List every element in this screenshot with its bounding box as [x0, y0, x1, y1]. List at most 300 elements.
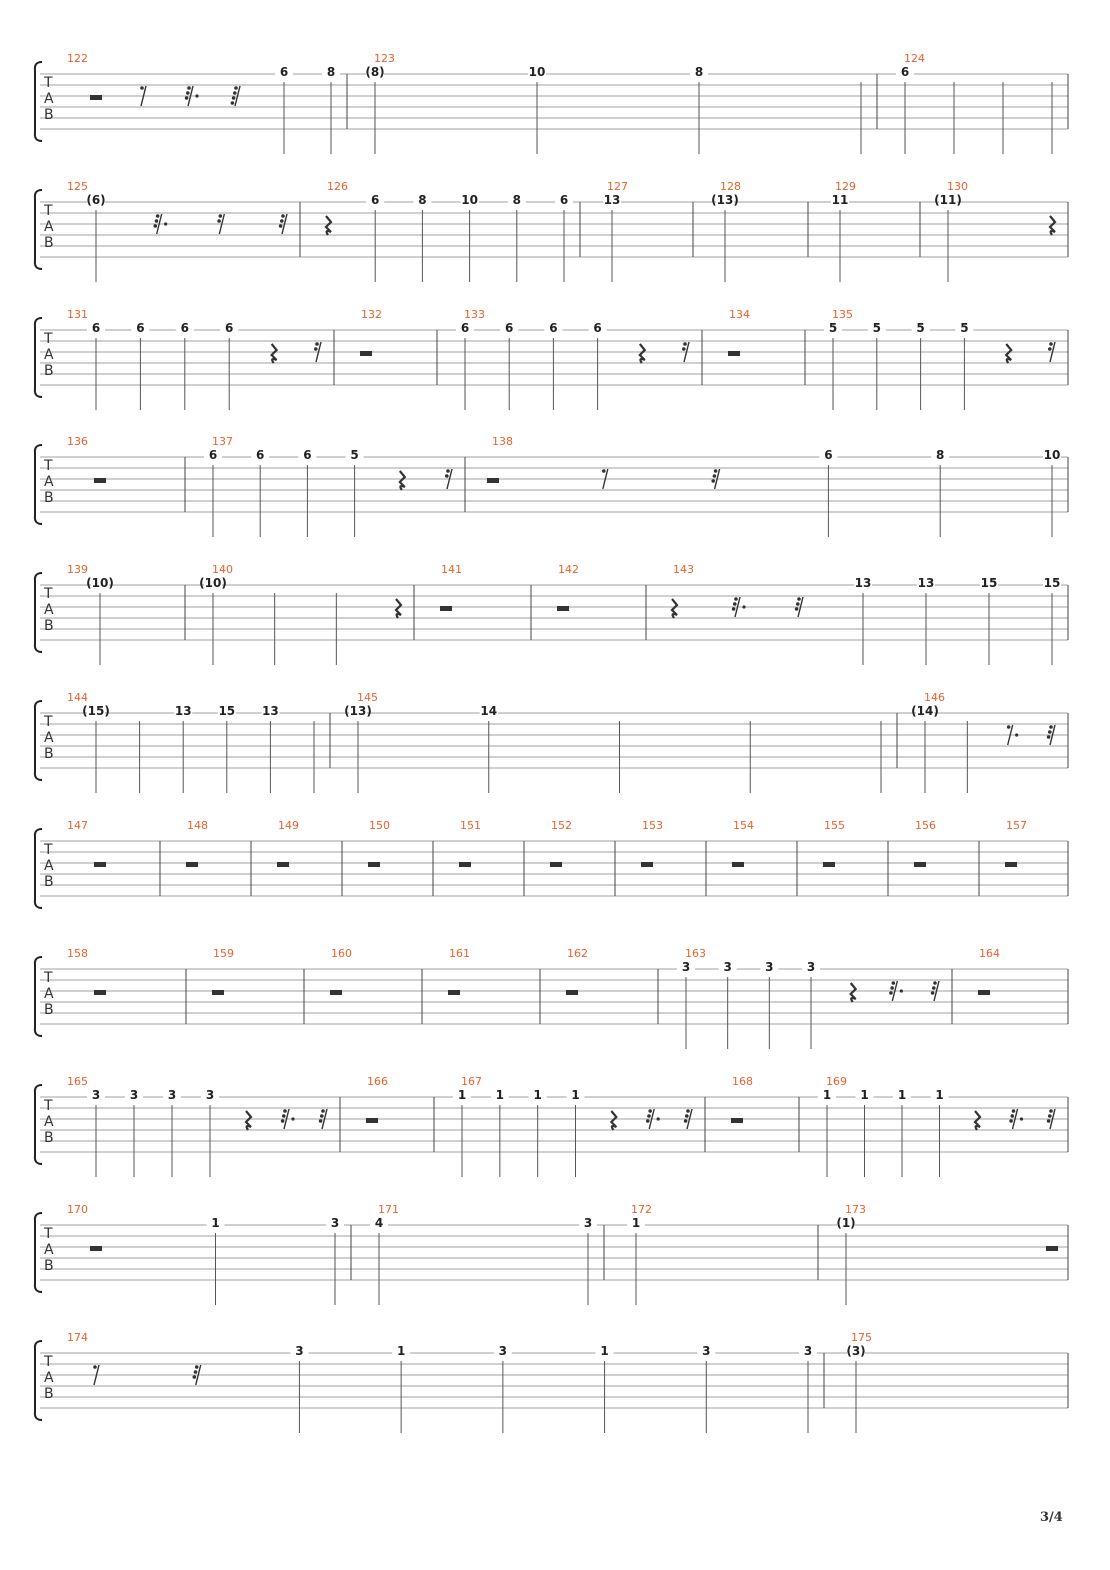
fret-number: (13) — [711, 193, 739, 207]
measure — [672, 563, 1061, 665]
measure — [732, 819, 754, 867]
measure — [831, 180, 856, 282]
measure — [896, 52, 1052, 154]
tab-note — [453, 1088, 471, 1177]
fret-number: 6 — [180, 321, 189, 335]
tab-clef-letter: T — [44, 586, 53, 602]
fret-number: 3 — [765, 960, 774, 974]
half-rest — [550, 862, 562, 867]
tab-note — [846, 1344, 865, 1433]
fret-number: 1 — [822, 1088, 832, 1102]
tab-clef-letter: A — [44, 474, 54, 490]
measure-number: 142 — [558, 563, 579, 576]
measure — [368, 819, 390, 867]
tab-note — [719, 960, 737, 1049]
half-rest — [94, 990, 106, 995]
tab-clef-letter: A — [44, 602, 54, 618]
fret-number: 5 — [828, 321, 838, 335]
tab-clef-letter: B — [44, 363, 54, 379]
tab-note — [86, 576, 114, 665]
tab-note — [760, 960, 778, 1049]
fret-number: 6 — [371, 193, 380, 207]
half-rest — [566, 990, 578, 995]
fret-number: 5 — [872, 321, 881, 335]
measure-number: 171 — [378, 1203, 399, 1216]
tab-note — [911, 704, 939, 793]
tab-clef-letter: A — [44, 1370, 54, 1386]
measure — [448, 947, 470, 995]
fret-number: 6 — [136, 321, 145, 335]
measure — [204, 435, 452, 537]
fret-number: (3) — [846, 1344, 866, 1358]
tab-note — [555, 193, 573, 282]
measure — [67, 52, 340, 154]
measure — [67, 308, 321, 410]
tab-clef-letter: B — [44, 490, 54, 506]
tab-note — [831, 193, 849, 282]
fret-number: 4 — [374, 1216, 384, 1230]
tab-note — [218, 704, 236, 793]
tab-note — [579, 1216, 597, 1305]
measure-number: 160 — [331, 947, 352, 960]
tab-note — [802, 960, 820, 1049]
measure-number: 144 — [67, 691, 88, 704]
tab-system — [35, 1203, 1068, 1305]
fret-number: 14 — [480, 704, 498, 718]
fret-number: 6 — [279, 65, 289, 79]
fret-number: 3 — [205, 1088, 215, 1102]
fret-number: (10) — [199, 576, 227, 590]
half-rest — [186, 862, 198, 867]
tab-note — [370, 1216, 388, 1305]
measure-number: 146 — [924, 691, 945, 704]
measure-number: 141 — [441, 563, 462, 576]
tab-note — [697, 1344, 715, 1433]
measure — [344, 691, 881, 793]
quarter-rest — [272, 344, 277, 363]
tab-note — [87, 321, 105, 410]
tab-clef-letter: T — [44, 842, 53, 858]
measure — [67, 1075, 327, 1177]
quarter-rest — [975, 1111, 980, 1130]
measure-number: 127 — [607, 180, 628, 193]
measure-number: 134 — [729, 308, 750, 321]
fret-number: 13 — [262, 704, 279, 718]
fret-number: 3 — [167, 1088, 177, 1102]
measure — [365, 52, 861, 154]
measure — [728, 308, 750, 356]
half-rest — [487, 478, 499, 483]
tab-note — [980, 576, 998, 665]
tab-note — [82, 704, 110, 793]
measure — [731, 1075, 753, 1123]
tab-note — [344, 704, 372, 793]
measure-number: 154 — [733, 819, 754, 832]
fret-number: 3 — [702, 1344, 711, 1358]
tab-system — [35, 563, 1068, 665]
fret-number: 3 — [91, 1088, 101, 1102]
measure-number: 140 — [212, 563, 233, 576]
measure — [603, 180, 628, 282]
fret-number: 1 — [600, 1344, 609, 1358]
tab-note — [500, 321, 518, 410]
tab-note — [836, 1216, 855, 1305]
fret-number: (13) — [344, 704, 372, 718]
measure-number: 163 — [685, 947, 706, 960]
fret-number: 13 — [174, 704, 192, 718]
tab-clef-letter: A — [44, 91, 54, 107]
fret-number: 6 — [303, 448, 312, 462]
fret-number: (14) — [911, 704, 939, 718]
measure — [911, 691, 1055, 793]
measure — [823, 819, 845, 867]
quarter-rest — [246, 1111, 251, 1130]
fret-number: 3 — [330, 1216, 340, 1230]
fret-number: 15 — [218, 704, 236, 718]
tab-note — [480, 704, 498, 793]
tab-note — [201, 1088, 219, 1177]
measure — [818, 1075, 1055, 1177]
measure-number: 147 — [67, 819, 88, 832]
quarter-rest — [1006, 344, 1011, 363]
fret-number: 13 — [917, 576, 935, 590]
tab-note — [326, 1216, 344, 1305]
measure-number: 143 — [673, 563, 694, 576]
fret-number: 8 — [694, 65, 704, 79]
tab-clef-letter: B — [44, 618, 54, 634]
measure — [836, 1203, 1058, 1305]
measure — [67, 947, 106, 995]
tab-clef-letter: T — [44, 1226, 53, 1242]
quarter-rest — [611, 1111, 616, 1130]
tab-system — [35, 308, 1068, 410]
tab-clef-letter: B — [44, 1130, 54, 1146]
measure-number: 165 — [67, 1075, 88, 1088]
half-rest — [440, 606, 452, 611]
tab-note — [912, 321, 930, 410]
tab-note — [868, 321, 886, 410]
fret-number: 10 — [1043, 448, 1061, 462]
fret-number: 3 — [723, 960, 732, 974]
measure-number: 132 — [361, 308, 382, 321]
measure-number: 122 — [67, 52, 88, 65]
measure — [67, 435, 106, 483]
fret-number: 1 — [860, 1088, 869, 1102]
measure-number: 173 — [845, 1203, 866, 1216]
tab-clef-letter: A — [44, 858, 54, 874]
half-rest — [823, 862, 835, 867]
tab-note — [365, 65, 384, 154]
tab-clef-letter: A — [44, 1242, 54, 1258]
tab-note — [174, 704, 192, 793]
tab-note — [690, 65, 708, 154]
tab-note — [366, 193, 384, 282]
half-rest — [1005, 862, 1017, 867]
quarter-rest — [326, 216, 331, 235]
measure — [677, 947, 939, 1049]
tab-system — [35, 1075, 1068, 1177]
tab-note — [494, 1344, 512, 1433]
measure — [360, 308, 382, 356]
measure — [641, 819, 663, 867]
fret-number: (6) — [86, 193, 106, 207]
tab-note — [290, 1344, 308, 1433]
half-rest — [212, 990, 224, 995]
tab-clef-letter: B — [44, 107, 54, 123]
tab-note — [955, 321, 973, 410]
measure — [453, 1075, 692, 1177]
fret-number: 3 — [129, 1088, 139, 1102]
half-rest — [978, 990, 990, 995]
quarter-rest — [400, 471, 405, 490]
fret-number: 1 — [495, 1088, 505, 1102]
fret-number: 11 — [831, 193, 849, 207]
fret-number: 3 — [498, 1344, 508, 1358]
fret-number: 1 — [211, 1216, 220, 1230]
measure — [1005, 819, 1027, 867]
fret-number: 6 — [824, 448, 833, 462]
tab-clef-letter: B — [44, 235, 54, 251]
fret-number: 1 — [457, 1088, 467, 1102]
tab-note — [529, 1088, 547, 1177]
measure — [212, 947, 234, 995]
tab-clef-letter: T — [44, 458, 53, 474]
half-rest — [1046, 1246, 1058, 1251]
tab-clef-letter: T — [44, 714, 53, 730]
tab-note — [544, 321, 562, 410]
measure-number: 150 — [369, 819, 390, 832]
measure — [199, 563, 401, 665]
measure-number: 172 — [631, 1203, 652, 1216]
measure-number: 159 — [213, 947, 234, 960]
tab-note — [589, 321, 607, 410]
tab-clef-letter: T — [44, 970, 53, 986]
half-rest — [94, 478, 106, 483]
fret-number: 3 — [806, 960, 816, 974]
measure-number: 128 — [720, 180, 741, 193]
measure — [330, 947, 352, 995]
measure-number: 133 — [464, 308, 485, 321]
fret-number: 13 — [603, 193, 621, 207]
tab-note — [896, 65, 914, 154]
tab-note — [298, 448, 316, 537]
measure-number: 136 — [67, 435, 88, 448]
measure — [934, 180, 1055, 282]
tab-clef-letter: B — [44, 1386, 54, 1402]
tab-system — [35, 52, 1068, 154]
measure-number: 125 — [67, 180, 88, 193]
measure-number: 149 — [278, 819, 299, 832]
half-rest — [732, 862, 744, 867]
tab-note — [204, 448, 222, 537]
fret-number: 5 — [960, 321, 969, 335]
measure — [326, 180, 573, 282]
measure — [824, 308, 1055, 410]
fret-number: 6 — [256, 448, 265, 462]
measure-number: 137 — [212, 435, 233, 448]
measure-number: 139 — [67, 563, 88, 576]
tab-note — [413, 193, 431, 282]
measure — [550, 819, 572, 867]
measure-number: 131 — [67, 308, 88, 321]
tab-note — [456, 321, 474, 410]
tab-note — [125, 1088, 143, 1177]
fret-number: 8 — [326, 65, 336, 79]
measure — [459, 819, 481, 867]
measure-number: 124 — [904, 52, 925, 65]
tab-clef-letter: T — [44, 1354, 53, 1370]
tab-note — [275, 65, 293, 154]
tab-note — [392, 1344, 410, 1433]
tab-clef-letter: B — [44, 1258, 54, 1274]
tab-clef-letter: A — [44, 219, 54, 235]
measure — [914, 819, 936, 867]
measure-number: 138 — [492, 435, 513, 448]
tab-note — [677, 960, 695, 1049]
measure — [67, 1331, 817, 1433]
tab-note — [917, 576, 935, 665]
half-rest — [914, 862, 926, 867]
measure — [366, 1075, 388, 1123]
half-rest — [731, 1118, 743, 1123]
tab-note — [261, 704, 279, 793]
tab-clef-letter: T — [44, 1098, 53, 1114]
tab-note — [1043, 576, 1061, 665]
half-rest — [94, 862, 106, 867]
tab-note — [131, 321, 149, 410]
tab-clef-letter: A — [44, 347, 54, 363]
measure-number: 155 — [824, 819, 845, 832]
measure — [846, 1331, 872, 1433]
tab-note — [1043, 448, 1061, 537]
fret-number: 1 — [897, 1088, 907, 1102]
fret-number: 1 — [571, 1088, 580, 1102]
measure-number: 135 — [832, 308, 853, 321]
tab-note — [87, 1088, 105, 1177]
tab-clef-letter: A — [44, 1114, 54, 1130]
fret-number: 6 — [593, 321, 602, 335]
tab-note — [163, 1088, 181, 1177]
fret-number: 8 — [418, 193, 427, 207]
measure — [711, 180, 741, 282]
tab-note — [199, 576, 227, 665]
measure — [186, 819, 208, 867]
tab-note — [322, 65, 340, 154]
half-rest — [330, 990, 342, 995]
fret-number: 5 — [350, 448, 359, 462]
half-rest — [641, 862, 653, 867]
fret-number: 10 — [528, 65, 546, 79]
tab-clef-letter: B — [44, 1002, 54, 1018]
fret-number: 1 — [396, 1344, 406, 1358]
fret-number: 13 — [854, 576, 872, 590]
quarter-rest — [640, 344, 645, 363]
measure-number: 126 — [327, 180, 348, 193]
tab-system — [35, 180, 1068, 282]
measure-number: 157 — [1006, 819, 1027, 832]
tab-clef-letter: A — [44, 986, 54, 1002]
tab-note — [893, 1088, 911, 1177]
half-rest — [360, 351, 372, 356]
tab-note — [824, 321, 842, 410]
measure — [557, 563, 579, 611]
fret-number: 1 — [935, 1088, 944, 1102]
measure-number: 156 — [915, 819, 936, 832]
fret-number: 6 — [559, 193, 569, 207]
measure-number: 170 — [67, 1203, 88, 1216]
half-rest — [459, 862, 471, 867]
half-rest — [557, 606, 569, 611]
tab-note — [711, 193, 739, 282]
measure-number: 148 — [187, 819, 208, 832]
tab-note — [508, 193, 526, 282]
fret-number: (8) — [365, 65, 385, 79]
tab-note — [818, 1088, 836, 1177]
fret-number: (1) — [836, 1216, 856, 1230]
measure — [456, 308, 689, 410]
tab-note — [86, 193, 105, 282]
tab-note — [819, 448, 837, 537]
tab-clef-letter: T — [44, 331, 53, 347]
measure-number: 174 — [67, 1331, 88, 1344]
tab-note — [799, 1344, 817, 1433]
fret-number: (11) — [934, 193, 962, 207]
measure — [67, 819, 106, 867]
measure — [370, 1203, 597, 1305]
tab-clef-letter: A — [44, 730, 54, 746]
half-rest — [368, 862, 380, 867]
fret-number: 6 — [91, 321, 101, 335]
quarter-rest — [851, 983, 856, 1002]
half-rest — [90, 95, 102, 100]
half-rest — [277, 862, 289, 867]
tab-note — [567, 1088, 585, 1177]
tab-note — [251, 448, 269, 537]
measure — [67, 691, 314, 793]
measure — [627, 1203, 652, 1305]
measure-number: 151 — [460, 819, 481, 832]
half-rest — [728, 351, 740, 356]
tab-note — [856, 1088, 874, 1177]
quarter-rest — [672, 599, 677, 618]
measure — [277, 819, 299, 867]
page-number: 3/4 — [1040, 1510, 1063, 1525]
tab-note — [934, 193, 962, 282]
measure — [67, 180, 287, 282]
tab-system — [35, 1331, 1068, 1433]
tab-note — [461, 193, 479, 282]
measure-number: 158 — [67, 947, 88, 960]
tab-note — [528, 65, 546, 154]
fret-number: 1 — [533, 1088, 542, 1102]
fret-number: 3 — [681, 960, 691, 974]
measure-number: 166 — [367, 1075, 388, 1088]
tab-note — [207, 1216, 225, 1305]
measure-number: 164 — [979, 947, 1000, 960]
fret-number: (15) — [82, 704, 110, 718]
measure-number: 153 — [642, 819, 663, 832]
measure-number: 123 — [374, 52, 395, 65]
tab-note — [491, 1088, 509, 1177]
fret-number: 5 — [916, 321, 925, 335]
tab-system — [35, 691, 1068, 793]
fret-number: 3 — [803, 1344, 813, 1358]
measure-number: 130 — [947, 180, 968, 193]
measure — [67, 563, 114, 665]
fret-number: 6 — [208, 448, 218, 462]
half-rest — [366, 1118, 378, 1123]
tab-system — [35, 947, 1068, 1049]
